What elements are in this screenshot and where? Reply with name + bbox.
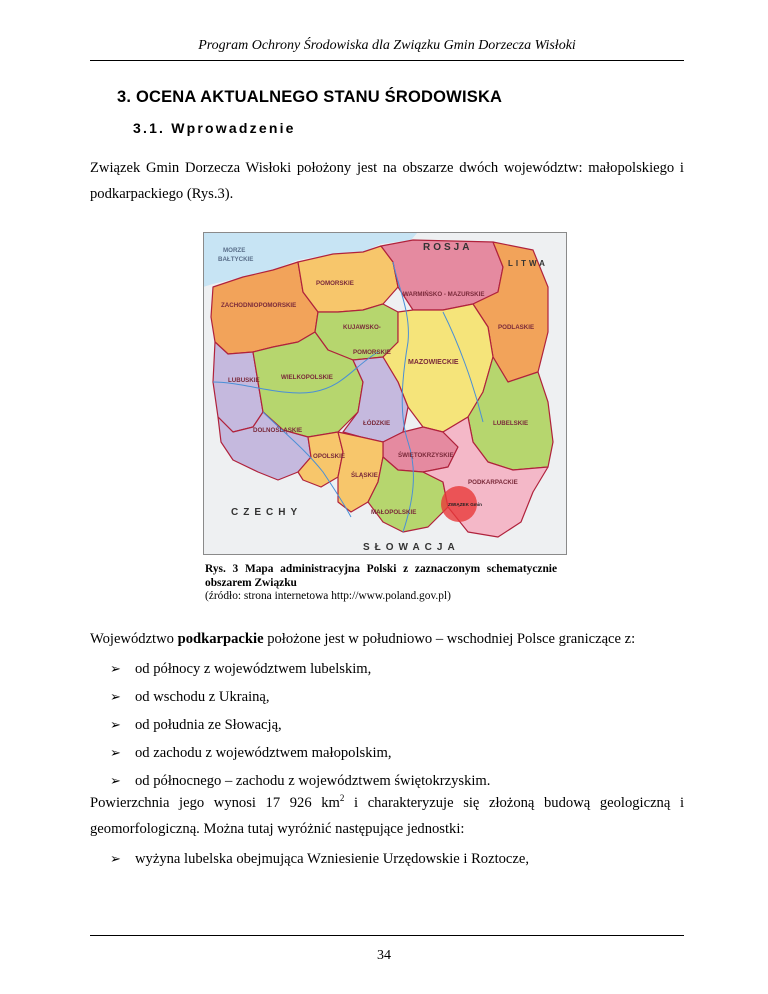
arrow-bullet-icon: ➢ <box>110 745 121 760</box>
figure-caption <box>205 563 557 604</box>
para3-text: Powierzchnia jego wynosi 17 926 km <box>90 794 340 811</box>
para3-text: i charakteryzuje się złożoną budową geologiczną i geomorfologiczną. Można tutaj wyróżnić następujące jednostki: <box>90 794 685 837</box>
region-label: DOLNOŚLĄSKIE <box>253 427 303 434</box>
region-label: ZACHODNIOPOMORSKIE <box>221 302 297 309</box>
subsection-heading: 3.1. Wprowadzenie <box>133 120 296 136</box>
area-paragraph <box>90 785 684 842</box>
caption-title: Rys. 3 Mapa administracyjna Polski z zaznaczonym schematycznie obszarem Związku <box>205 563 557 589</box>
region-label: MAŁOPOLSKIE <box>371 509 417 516</box>
region-label: PODKARPACKIE <box>468 479 518 486</box>
list-item <box>90 845 684 873</box>
list-item-text: od południa ze Słowacją, <box>135 717 282 733</box>
region-label: PODLASKIE <box>498 324 535 331</box>
region-label: ŚWIĘTOKRZYSKIE <box>398 452 454 459</box>
list-item-text: od północnego – zachodu z województwem świętokrzyskim. <box>135 773 491 789</box>
region-label: LUBUSKIE <box>228 377 260 384</box>
list-item <box>90 683 684 711</box>
poland-administrative-map <box>203 232 567 555</box>
country-label: CZECHY <box>231 507 303 518</box>
region-label: POMORSKIE <box>353 349 391 356</box>
region-label: ŚLĄSKIE <box>351 472 378 479</box>
country-label: SŁOWACJA <box>363 542 460 553</box>
arrow-bullet-icon: ➢ <box>110 773 121 788</box>
units-list <box>90 845 684 873</box>
list-item <box>90 711 684 739</box>
footer-rule <box>90 935 684 936</box>
region-label: WIELKOPOLSKIE <box>281 374 333 381</box>
list-item-text: od północy z województwem lubelskim, <box>135 661 372 677</box>
list-item-text: od zachodu z województwem małopolskim, <box>135 745 392 761</box>
arrow-bullet-icon: ➢ <box>110 661 121 676</box>
para2-text: Województwo <box>90 631 178 647</box>
list-item <box>90 655 684 683</box>
region-label: OPOLSKIE <box>313 453 345 460</box>
caption-source: (źródło: strona internetowa http://www.poland.gov.pl) <box>205 590 451 602</box>
region-label: POMORSKIE <box>316 280 354 287</box>
list-item-text: od wschodu z Ukrainą, <box>135 689 270 705</box>
superscript: 2 <box>339 793 345 803</box>
sea-label: MORZE <box>223 247 246 254</box>
podkarpackie-paragraph <box>90 626 684 652</box>
highlight-label: ZWIĄZEK Gmin <box>448 502 482 507</box>
arrow-bullet-icon: ➢ <box>110 689 121 704</box>
list-item-text: wyżyna lubelska obejmująca Wzniesienie Urzędowskie i Roztocze, <box>135 851 530 867</box>
sea-label: BAŁTYCKIE <box>218 256 254 263</box>
para2-text: położone jest w południowo – wschodniej Polsce graniczące z: <box>263 631 636 647</box>
intro-paragraph: Związek Gmin Dorzecza Wisłoki położony jest na obszarze dwóch województw: małopolskiego i podkarpackiego (Rys.3). <box>90 160 684 202</box>
region-label: ŁÓDZKIE <box>363 420 391 427</box>
arrow-bullet-icon: ➢ <box>110 851 121 866</box>
country-label: LITWA <box>508 259 548 268</box>
header-rule <box>90 60 684 61</box>
running-header: Program Ochrony Środowiska dla Związku Gmin Dorzecza Wisłoki <box>198 38 576 53</box>
para2-bold: podkarpackie <box>177 631 264 647</box>
region-label: LUBELSKIE <box>493 420 529 427</box>
region-label: MAZOWIECKIE <box>408 359 459 366</box>
section-heading: 3. OCENA AKTUALNEGO STANU ŚRODOWISKA <box>117 88 503 106</box>
page-number: 34 <box>377 948 391 963</box>
country-label: ROSJA <box>423 242 473 253</box>
list-item <box>90 739 684 767</box>
region-label: WARMIŃSKO - MAZURSKIE <box>403 291 485 298</box>
borders-list <box>90 655 684 795</box>
arrow-bullet-icon: ➢ <box>110 717 121 732</box>
region-label: KUJAWSKO- <box>343 324 381 331</box>
